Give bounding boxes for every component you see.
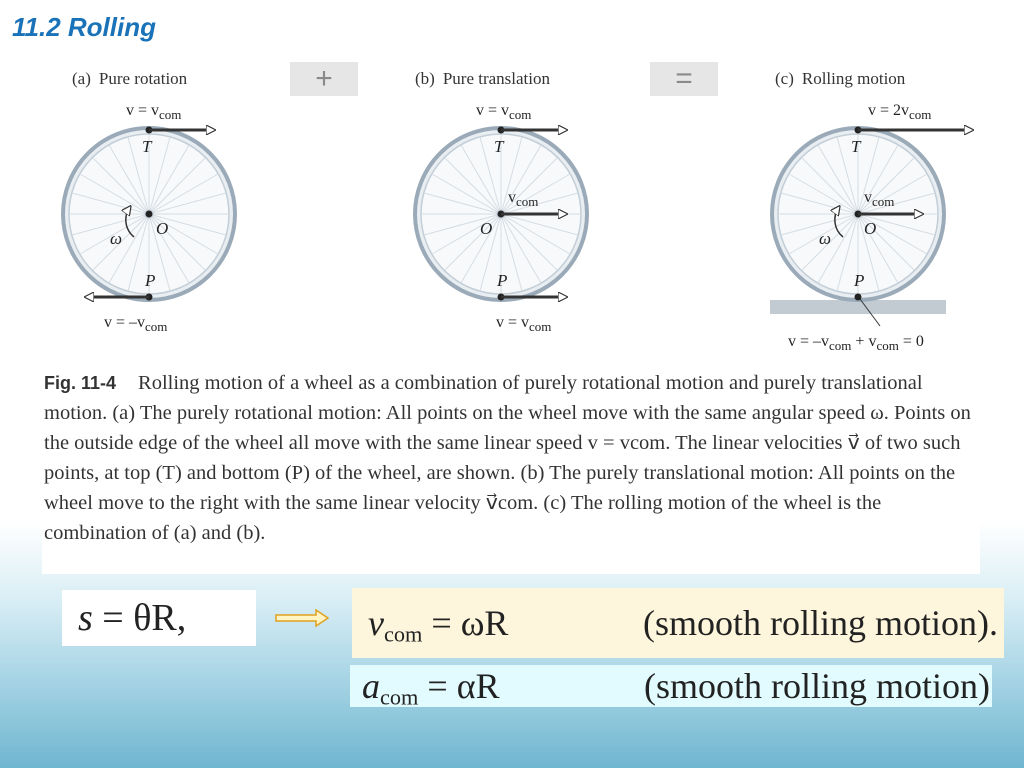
point-o-c: O — [864, 219, 877, 238]
center-vector-label-c: $v_{com}$ — [864, 189, 895, 209]
top-vector-label-c: $v = 2v_{com}$ — [868, 102, 932, 122]
bottom-vector-label-c: $v = -v_{com} + v_{com} = 0$ — [788, 333, 924, 353]
velocity-sub: com — [383, 621, 423, 647]
point-t-b: T — [494, 137, 504, 156]
acceleration-note: (smooth rolling motion) — [644, 666, 990, 706]
svg-text:(c)Rolling motion — [775, 69, 906, 88]
omega-label-a: ω — [110, 229, 123, 248]
panel-c — [770, 69, 972, 353]
point-o-a: O — [156, 219, 169, 238]
panel-c-label: Rolling motion — [801, 69, 906, 88]
panel-b-tag: (b) — [415, 69, 435, 88]
arc-lhs: s — [78, 597, 93, 639]
acceleration-sub: com — [380, 684, 419, 710]
panel-b — [415, 69, 587, 334]
panel-a — [63, 69, 235, 334]
omega-label-c: ω — [819, 229, 832, 248]
point-t-a: T — [142, 137, 152, 156]
slide-title: 11.2 Rolling — [12, 12, 156, 42]
point-p-a: P — [145, 271, 156, 290]
bottom-vector-label-a: $v = -v_{com}$ — [104, 314, 168, 334]
figure-caption — [44, 368, 978, 548]
point-p-c: P — [854, 271, 865, 290]
plus-sign: + — [290, 62, 358, 96]
caption-text: Rolling motion of a wheel as a combination of purely rotational motion and purely translational motion. (a) The purely rotational motion: All points on the wheel move with the same angular speed ω. Points on the outside edge of the wheel all move with the same linear speed v = vcom. The linear velocities v⃗ of two such points, at top (T) and bottom (P) of the wheel, are shown. (b) The purely translational motion: All points on the wheel move to the right with the same linear velocity v⃗com. (c) The rolling motion of the wheel is the combination of (a) and (b). — [44, 372, 971, 544]
point-p-b: P — [497, 271, 508, 290]
acceleration-equation — [350, 665, 992, 710]
center-vector-label-b: $v_{com}$ — [508, 189, 539, 209]
wheel-diagrams — [42, 42, 980, 362]
velocity-lhs: v — [368, 603, 384, 643]
figure-number: Fig. 11-4 — [44, 373, 117, 393]
panel-c-tag: (c) — [775, 69, 794, 88]
svg-text:(b)Pure translation — [415, 69, 550, 88]
svg-text:(a)Pure rotation — [72, 69, 188, 88]
top-vector-label-a: $v = v_{com}$ — [126, 102, 182, 122]
arc-rhs: = θR, — [102, 597, 187, 639]
velocity-equation — [352, 588, 1004, 658]
arc-length-equation — [62, 590, 256, 646]
equals-sign: = — [650, 62, 718, 96]
acceleration-rhs: = αR — [418, 666, 500, 706]
acceleration-lhs: a — [362, 666, 380, 706]
point-t-c: T — [851, 137, 861, 156]
bottom-vector-label-b: $v = v_{com}$ — [496, 314, 552, 334]
implies-arrow-icon — [274, 608, 330, 628]
ground-surface — [770, 300, 946, 314]
velocity-note: (smooth rolling motion). — [643, 603, 998, 643]
panel-b-label: Pure translation — [442, 69, 550, 88]
panel-a-label: Pure rotation — [98, 69, 188, 88]
velocity-rhs: = ωR — [422, 603, 509, 643]
panel-a-tag: (a) — [72, 69, 91, 88]
point-o-b: O — [480, 219, 493, 238]
top-vector-label-b: $v = v_{com}$ — [476, 102, 532, 122]
